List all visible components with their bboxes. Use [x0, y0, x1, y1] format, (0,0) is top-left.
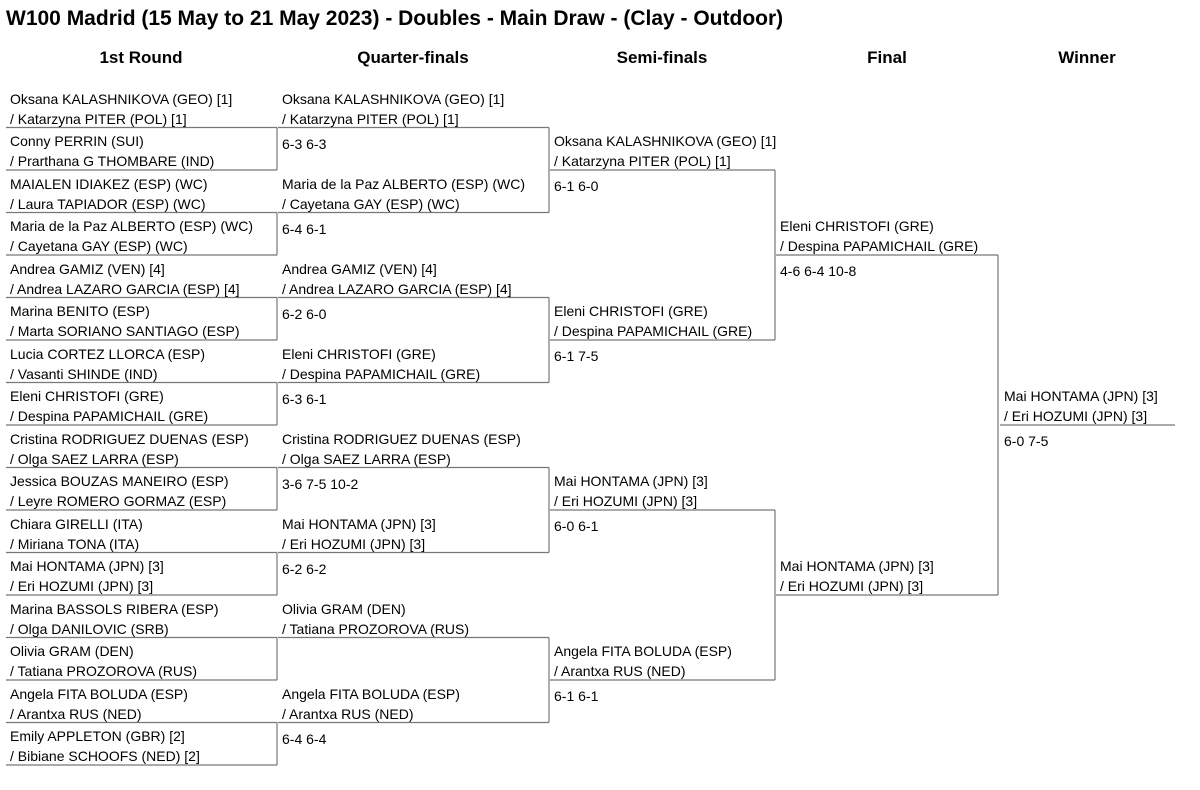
team-line-2: / Cayetana GAY (ESP) (WC)	[282, 195, 460, 212]
team-line-2: / Tatiana PROZOROVA (RUS)	[10, 663, 197, 679]
match-score: 6-1 6-1	[554, 688, 599, 704]
team-line-2: / Katarzyna PITER (POL) [1]	[554, 153, 731, 169]
team-line-2: / Eri HOZUMI (JPN) [3]	[780, 578, 924, 594]
team-line-1: Angela FITA BOLUDA (ESP)	[10, 685, 188, 702]
team-line-1: Maria de la Paz ALBERTO (ESP) (WC)	[10, 218, 253, 234]
team-line-2: / Eri HOZUMI (JPN) [3]	[1004, 408, 1148, 424]
round-header-final: Final	[867, 48, 907, 67]
team-line-1: Eleni CHRISTOFI (GRE)	[554, 303, 708, 319]
team-line-1: Lucia CORTEZ LLORCA (ESP)	[10, 345, 206, 362]
team-line-1: MAIALEN IDIAKEZ (ESP) (WC)	[10, 175, 208, 192]
team-line-1: Eleni CHRISTOFI (GRE)	[780, 218, 934, 234]
team-line-1: Mai HONTAMA (JPN) [3]	[282, 515, 436, 532]
team-line-1: Jessica BOUZAS MANEIRO (ESP)	[10, 473, 229, 489]
team-line-2: / Arantxa RUS (NED)	[10, 705, 142, 722]
team-line-2: / Laura TAPIADOR (ESP) (WC)	[10, 195, 206, 212]
team-line-1: Oksana KALASHNIKOVA (GEO) [1]	[10, 90, 233, 107]
team-line-2: / Andrea LAZARO GARCIA (ESP) [4]	[10, 280, 240, 297]
team-line-2: / Tatiana PROZOROVA (RUS)	[282, 620, 469, 637]
team-line-2: / Katarzyna PITER (POL) [1]	[10, 110, 187, 127]
team-line-2: / Vasanti SHINDE (IND)	[10, 365, 158, 382]
match-score: 6-2 6-0	[282, 305, 327, 322]
team-line-2: / Despina PAPAMICHAIL (GRE)	[780, 238, 979, 254]
match-score: 6-4 6-4	[282, 730, 327, 747]
team-line-1: Marina BENITO (ESP)	[10, 303, 150, 319]
match-score: 6-0 7-5	[1004, 433, 1049, 449]
team-line-2: / Leyre ROMERO GORMAZ (ESP)	[10, 493, 227, 509]
team-line-2: / Despina PAPAMICHAIL (GRE)	[282, 365, 481, 382]
team-line-2: / Olga SAEZ LARRA (ESP)	[10, 450, 179, 467]
team-line-1: Olivia GRAM (DEN)	[282, 600, 406, 617]
round-header-semi-finals: Semi-finals	[616, 48, 708, 67]
match-score: 6-4 6-1	[282, 220, 327, 237]
team-line-1: Angela FITA BOLUDA (ESP)	[554, 643, 732, 659]
page-title: W100 Madrid (15 May to 21 May 2023) - Doubles - Main Draw - (Clay - Outdoor)	[6, 7, 784, 30]
match-score: 6-3 6-1	[282, 390, 327, 407]
team-line-1: Mai HONTAMA (JPN) [3]	[780, 558, 934, 574]
team-line-2: / Eri HOZUMI (JPN) [3]	[10, 578, 154, 594]
match-score: 4-6 6-4 10-8	[780, 263, 857, 279]
team-line-2: / Katarzyna PITER (POL) [1]	[282, 110, 459, 127]
team-line-2: / Olga DANILOVIC (SRB)	[10, 620, 169, 637]
team-line-1: Mai HONTAMA (JPN) [3]	[1004, 388, 1158, 404]
team-line-2: / Bibiane SCHOOFS (NED) [2]	[10, 748, 200, 764]
team-line-1: Conny PERRIN (SUI)	[10, 133, 144, 149]
team-line-1: Maria de la Paz ALBERTO (ESP) (WC)	[282, 175, 525, 192]
match-score: 6-0 6-1	[554, 518, 599, 534]
round-header-1st-round: 1st Round	[99, 48, 183, 67]
match-score: 3-6 7-5 10-2	[282, 475, 359, 492]
team-line-2: / Olga SAEZ LARRA (ESP)	[282, 450, 451, 467]
team-line-2: / Arantxa RUS (NED)	[554, 663, 686, 679]
team-line-1: Oksana KALASHNIKOVA (GEO) [1]	[282, 90, 505, 107]
round-header-quarter-finals: Quarter-finals	[357, 48, 469, 67]
team-line-2: / Cayetana GAY (ESP) (WC)	[10, 238, 188, 254]
team-line-1: Emily APPLETON (GBR) [2]	[10, 728, 185, 744]
match-score: 6-1 7-5	[554, 348, 599, 364]
team-line-1: Eleni CHRISTOFI (GRE)	[10, 388, 164, 404]
team-line-2: / Marta SORIANO SANTIAGO (ESP)	[10, 323, 240, 339]
team-line-1: Marina BASSOLS RIBERA (ESP)	[10, 600, 219, 617]
team-line-1: Eleni CHRISTOFI (GRE)	[282, 345, 436, 362]
team-line-1: Andrea GAMIZ (VEN) [4]	[282, 260, 437, 277]
team-line-2: / Eri HOZUMI (JPN) [3]	[282, 535, 426, 552]
team-line-2: / Miriana TONA (ITA)	[10, 535, 140, 552]
team-line-2: / Eri HOZUMI (JPN) [3]	[554, 493, 698, 509]
team-line-1: Andrea GAMIZ (VEN) [4]	[10, 260, 165, 277]
team-line-1: Olivia GRAM (DEN)	[10, 643, 134, 659]
team-line-1: Mai HONTAMA (JPN) [3]	[10, 558, 164, 574]
team-line-1: Chiara GIRELLI (ITA)	[10, 515, 143, 532]
team-line-2: / Despina PAPAMICHAIL (GRE)	[10, 408, 209, 424]
team-line-2: / Andrea LAZARO GARCIA (ESP) [4]	[282, 280, 512, 297]
team-line-2: / Prarthana G THOMBARE (IND)	[10, 153, 215, 169]
team-line-1: Oksana KALASHNIKOVA (GEO) [1]	[554, 133, 777, 149]
team-line-1: Angela FITA BOLUDA (ESP)	[282, 685, 460, 702]
team-line-1: Mai HONTAMA (JPN) [3]	[554, 473, 708, 489]
team-line-2: / Despina PAPAMICHAIL (GRE)	[554, 323, 753, 339]
round-header-winner: Winner	[1058, 48, 1116, 67]
team-line-1: Cristina RODRIGUEZ DUENAS (ESP)	[10, 430, 249, 447]
match-score: 6-2 6-2	[282, 560, 327, 577]
team-line-2: / Arantxa RUS (NED)	[282, 705, 414, 722]
match-score: 6-3 6-3	[282, 135, 327, 152]
match-score: 6-1 6-0	[554, 178, 599, 194]
team-line-1: Cristina RODRIGUEZ DUENAS (ESP)	[282, 430, 521, 447]
